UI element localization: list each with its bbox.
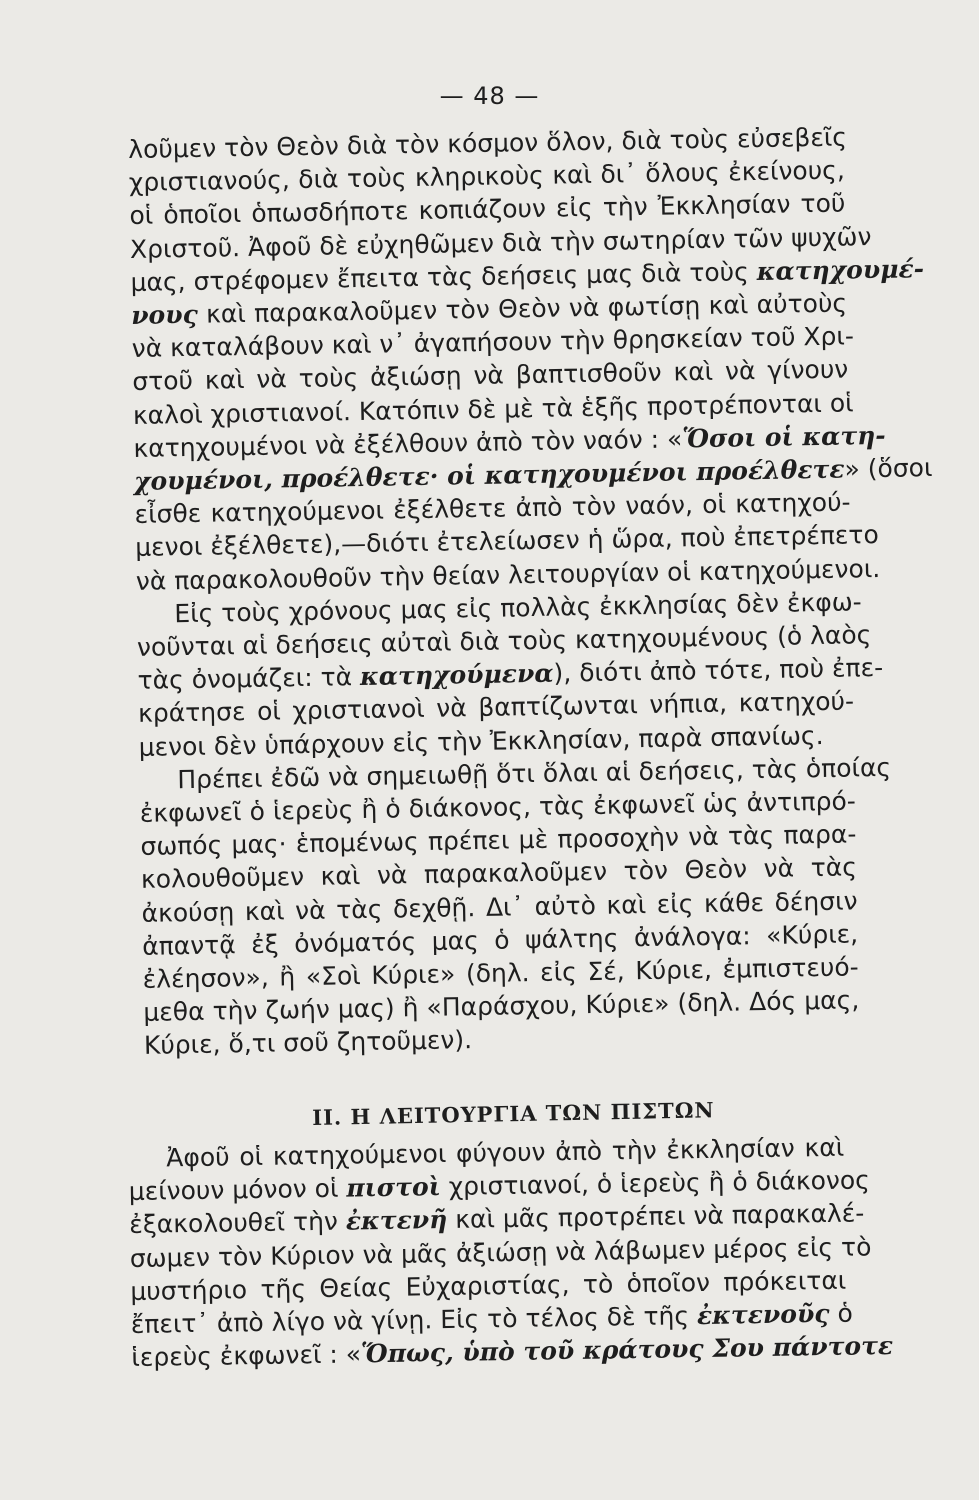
text-line: σωμεν τὸν Κύριον νὰ μᾶς ἀξιώσῃ νὰ λάβωμεν μέρος εἰς τὸ (129, 1231, 872, 1273)
emphasis: χουμένοι, προέλθετε· οἱ κατηχουμένοι προέλθετε (133, 454, 845, 496)
text-line: μεθα τὴν ζωήν μας) ἢ «Παράσχου, Κύριε» (δηλ. Δός μας, (143, 985, 860, 1028)
text-line: ἐλέησον», ἢ «Σοὶ Κύριε» (δηλ. εἰς Σέ, Κύριε, ἐμπιστευό- (142, 952, 859, 994)
emphasis: πιστοὶ (346, 1172, 441, 1203)
text-line: καλοὶ χριστιανοί. Κατόπιν δὲ μὲ τὰ ἑξῆς προτρέπονται οἱ (132, 388, 854, 430)
text-line: οἱ ὁποῖοι ὁπωσδήποτε κοπιάζουν εἰς τὴν Ἐκκλησίαν τοῦ (129, 188, 846, 231)
emphasis: κατηχουμέ- (756, 253, 925, 286)
text-line: νους καὶ παρακαλοῦμεν τὸν Θεὸν νὰ φωτίσῃ καὶ αὐτοὺς (130, 288, 848, 330)
emphasis: κατηχούμενα (359, 658, 554, 692)
emphasis: Ὅσοι οἱ κατη- (682, 420, 886, 454)
text-line: νὰ παρακολουθοῦν τὴν θείαν λειτουργίαν οἱ κατηχούμενοι. (135, 553, 881, 596)
emphasis: ἐκτενῆ (345, 1205, 448, 1236)
text-line: εἶσθε κατηχούμενοι ἐξέλθετε ἀπὸ τὸν ναόν, οἱ κατηχού- (134, 487, 851, 530)
text-line: μείνουν μόνον οἱ πιστοὶ χριστιανοί, ὁ ἱερεὺς ἢ ὁ διάκονος (128, 1165, 871, 1207)
text-line: Ἀφοῦ οἱ κατηχούμενοι φύγουν ἀπὸ τὴν ἐκκλησίαν καὶ (166, 1132, 845, 1173)
section-heading: II. Η ΛΕΙΤΟΥΡΓΙΑ ΤΩΝ ΠΙΣΤΩΝ (312, 1097, 715, 1130)
text-line: Πρέπει ἐδῶ νὰ σημειωθῇ ὅτι ὅλαι αἱ δεήσεις, τὰς ὁποίας (177, 752, 892, 795)
text-line: ἀκούσῃ καὶ νὰ τὰς δεχθῇ. Δι᾽ αὐτὸ καὶ εἰς κάθε δέησιν (141, 886, 858, 928)
page-number: — 48 — (439, 82, 540, 110)
text-line: μυστήριο τῆς Θείας Εὐχαριστίας, τὸ ὁποῖον πρόκειται (130, 1265, 847, 1306)
text-line: ἔπειτ᾽ ἀπὸ λίγο νὰ γίνῃ. Εἰς τὸ τέλος δὲ τῆς ἐκτενοῦς ὁ (130, 1298, 853, 1339)
text-line: μας, στρέφομεν ἔπειτα τὰς δεήσεις μας διὰ τοὺς κατηχουμέ- (130, 253, 925, 297)
emphasis: νους (130, 299, 199, 330)
text-line: ἱερεὺς ἐκφωνεῖ : «Ὅπως, ὑπὸ τοῦ κράτους Σου πάντοτε (131, 1331, 894, 1373)
text-line: Χριστοῦ. Ἀφοῦ δὲ εὐχηθῶμεν διὰ τὴν σωτηρίαν τῶν ψυχῶν (129, 221, 872, 264)
text-line: Κύριε, ὅ,τι σοῦ ζητοῦμεν). (143, 1025, 473, 1061)
text-line: κατηχουμένοι νὰ ἐξέλθουν ἀπὸ τὸν ναόν : «Ὅσοι οἱ κατη- (133, 420, 886, 463)
text-line: νὰ καταλάβουν καὶ ν᾽ ἀγαπήσουν τὴν θρησκείαν τοῦ Χρι- (131, 321, 855, 364)
body-text-section-2 (128, 1131, 894, 1375)
text-line: μενοι ἐξέλθετε),—διότι ἐτελείωσεν ἡ ὥρα, ποὺ ἐπετρέπετο (134, 520, 880, 563)
text-line: κράτησε οἱ χριστιανοὶ νὰ βαπτίζωνται νήπια, κατηχού- (137, 686, 855, 729)
text-line: ἐκφωνεῖ ὁ ἱερεὺς ἢ ὁ διάκονος, τὰς ἐκφωνεῖ ὡς ἀντιπρό- (139, 786, 857, 828)
text-line: νοῦνται αἱ δεήσεις αὐταὶ διὰ τοὺς κατηχουμένους (ὁ λαὸς (136, 620, 872, 662)
emphasis: ἐκτενοῦς (696, 1299, 830, 1331)
text-line: σωπός μας· ἑπομένως πρέπει μὲ προσοχὴν νὰ τὰς παρα- (140, 819, 857, 862)
text-line: λοῦμεν τὸν Θεὸν διὰ τὸν κόσμον ὅλον, διὰ τοὺς εὐσεβεῖς (128, 122, 848, 164)
text-line: Εἰς τοὺς χρόνους μας εἰς πολλὰς ἐκκλησίας δὲν ἐκφω- (174, 587, 862, 629)
text-line: μενοι δὲν ὑπάρχουν εἰς τὴν Ἐκκλησίαν, παρὰ σπανίως. (138, 720, 824, 762)
body-text-section-1 (128, 121, 933, 1063)
text-line: κολουθοῦμεν καὶ νὰ παρακαλοῦμεν τὸν Θεὸν νὰ τὰς (140, 852, 858, 895)
text-line: χουμένοι, προέλθετε· οἱ κατηχουμένοι προέλθετε» (ὅσοι (133, 453, 933, 496)
text-line: στοῦ καὶ νὰ τοὺς ἀξιώσῃ νὰ βαπτισθοῦν καὶ νὰ γίνουν (132, 354, 849, 397)
text-line: χριστιανούς, διὰ τοὺς κληρικοὺς καὶ δι᾽ ὅλους ἐκείνους, (128, 155, 846, 198)
emphasis: Ὅπως, ὑπὸ τοῦ κράτους Σου πάντοτε (360, 1331, 894, 1369)
text-line: ἀπαντᾷ ἐξ ὀνόματός μας ὁ ψάλτης ἀνάλογα: «Κύριε, (141, 919, 859, 961)
text-line: ἐξακολουθεῖ τὴν ἐκτενῆ καὶ μᾶς προτρέπει νὰ παρακαλέ- (129, 1198, 865, 1240)
text-line: τὰς ὀνομάζει: τὰ κατηχούμενα), διότι ἀπὸ τότε, ποὺ ἐπε- (137, 653, 884, 696)
